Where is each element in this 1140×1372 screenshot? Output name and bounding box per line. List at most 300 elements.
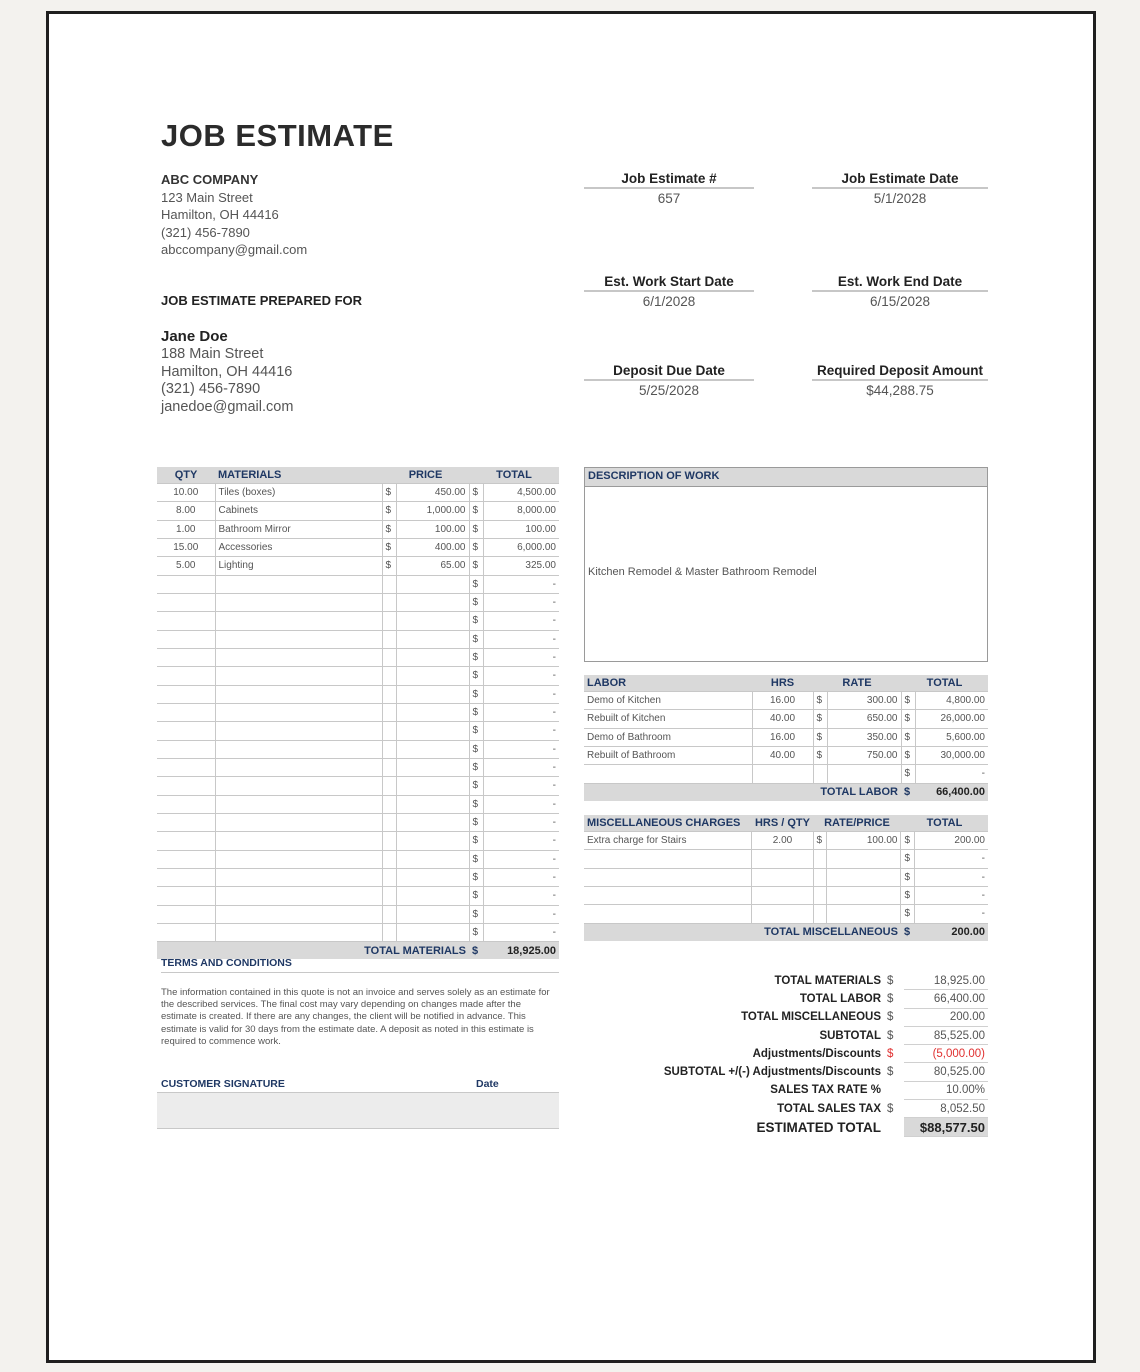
materials-total-currency: $	[469, 575, 483, 593]
misc-total-cell: -	[915, 868, 988, 886]
summary-currency: $	[887, 1066, 894, 1079]
materials-name-cell	[215, 593, 382, 611]
materials-total-cell: -	[483, 685, 559, 703]
materials-price-currency: $	[382, 502, 396, 520]
labor-rate-currency	[813, 765, 827, 783]
misc-rate-currency: $	[813, 832, 827, 850]
labor-qty-cell	[752, 765, 813, 783]
materials-price-cell: 400.00	[396, 538, 469, 556]
materials-name-cell	[215, 740, 382, 758]
misc-total-row	[584, 923, 988, 941]
summary-currency	[884, 1081, 904, 1099]
materials-price-cell	[396, 868, 469, 886]
materials-total-currency: $	[469, 923, 483, 941]
materials-price-cell	[396, 923, 469, 941]
materials-qty-cell	[157, 850, 215, 868]
misc-total-cell: 200.00	[915, 832, 988, 850]
materials-total-currency: $	[469, 722, 483, 740]
labor-total-row	[584, 783, 988, 801]
misc-table	[584, 815, 988, 941]
labor-total-currency: $	[901, 746, 915, 764]
misc-rate-currency	[813, 850, 827, 868]
labor-qty-cell: 16.00	[752, 692, 813, 710]
misc-total-currency: $	[901, 850, 915, 868]
materials-total-currency: $	[469, 612, 483, 630]
description-box	[584, 467, 988, 662]
materials-total-currency: $	[469, 557, 483, 575]
labor-row[interactable]	[584, 728, 988, 746]
materials-qty-cell	[157, 868, 215, 886]
materials-price-currency	[382, 593, 396, 611]
materials-row[interactable]	[157, 777, 559, 795]
summary-row	[649, 1045, 988, 1063]
materials-price-currency	[382, 612, 396, 630]
materials-price-currency	[382, 667, 396, 685]
materials-qty-cell: 15.00	[157, 538, 215, 556]
signature-label: CUSTOMER SIGNATURE	[161, 1078, 285, 1090]
summary-label: TOTAL LABOR	[799, 992, 881, 1005]
materials-row[interactable]	[157, 832, 559, 850]
materials-qty-cell	[157, 612, 215, 630]
misc-total-cell: -	[915, 886, 988, 904]
summary-label: TOTAL MISCELLANEOUS	[741, 1011, 881, 1024]
materials-row[interactable]	[157, 667, 559, 685]
labor-item-cell	[584, 765, 752, 783]
materials-total-cell: -	[483, 575, 559, 593]
materials-price-cell: 100.00	[396, 520, 469, 538]
misc-row[interactable]	[584, 886, 988, 904]
materials-price-currency	[382, 923, 396, 941]
materials-price-cell	[396, 850, 469, 868]
misc-row[interactable]	[584, 832, 988, 850]
materials-name-cell: Bathroom Mirror	[215, 520, 382, 538]
materials-row[interactable]	[157, 557, 559, 575]
misc-total-currency: $	[901, 905, 915, 923]
misc-row[interactable]	[584, 850, 988, 868]
materials-qty-cell	[157, 630, 215, 648]
materials-total-cell: -	[483, 832, 559, 850]
materials-row[interactable]	[157, 685, 559, 703]
materials-total-currency: $	[469, 740, 483, 758]
materials-total-cell: -	[483, 722, 559, 740]
materials-total-currency: $	[469, 795, 483, 813]
misc-total-header: TOTAL	[901, 815, 988, 832]
deposit-due-label: Deposit Due Date	[584, 363, 754, 381]
materials-row[interactable]	[157, 484, 559, 502]
materials-total-currency: $	[469, 777, 483, 795]
labor-row[interactable]	[584, 710, 988, 728]
materials-qty-cell	[157, 777, 215, 795]
summary-table	[649, 972, 988, 1137]
materials-qty-cell	[157, 703, 215, 721]
description-text: Kitchen Remodel & Master Bathroom Remodel	[588, 566, 817, 578]
materials-price-currency	[382, 722, 396, 740]
misc-item-header: MISCELLANEOUS CHARGES	[584, 815, 752, 832]
summary-label: SALES TAX RATE %	[770, 1084, 881, 1097]
materials-price-cell	[396, 740, 469, 758]
materials-row[interactable]	[157, 538, 559, 556]
materials-qty-cell: 10.00	[157, 484, 215, 502]
misc-rate-currency	[813, 905, 827, 923]
materials-total-value: 18,925.00	[483, 942, 559, 960]
labor-rate-currency: $	[813, 746, 827, 764]
summary-row	[649, 1026, 988, 1044]
materials-name-cell	[215, 850, 382, 868]
materials-row[interactable]	[157, 575, 559, 593]
materials-price-currency	[382, 703, 396, 721]
summary-value: 66,400.00	[904, 990, 988, 1008]
materials-row[interactable]	[157, 868, 559, 886]
client-email: janedoe@gmail.com	[161, 399, 294, 416]
materials-row[interactable]	[157, 905, 559, 923]
materials-total-currency: $	[469, 905, 483, 923]
terms-text: The information contained in this quote is not an invoice and serves solely as an estimate for the described services. The final cost may vary depending on changes made after the estimate is created. If there are any changes, the client will be notified in advance. This estimate is valid for 30 days from the estimate date. A deposit as noted in this estimate is required to commence work.	[161, 987, 550, 1047]
misc-header-row	[584, 815, 988, 832]
summary-currency: $	[887, 1029, 894, 1042]
materials-price-currency	[382, 648, 396, 666]
summary-row	[649, 1008, 988, 1026]
materials-qty-cell	[157, 740, 215, 758]
materials-price-cell	[396, 685, 469, 703]
summary-currency: $	[887, 1011, 894, 1024]
summary-value: 18,925.00	[904, 972, 988, 990]
summary-label: SUBTOTAL	[819, 1029, 881, 1042]
misc-total-currency: $	[901, 868, 915, 886]
materials-row[interactable]	[157, 923, 559, 941]
materials-price-cell	[396, 575, 469, 593]
labor-row[interactable]	[584, 765, 988, 783]
materials-price-currency	[382, 685, 396, 703]
materials-name-cell	[215, 832, 382, 850]
labor-total-currency: $	[901, 728, 915, 746]
materials-price-cell	[396, 832, 469, 850]
materials-price-cell: 1,000.00	[396, 502, 469, 520]
materials-price-cell	[396, 612, 469, 630]
misc-qty-cell	[752, 886, 813, 904]
misc-total-currency: $	[901, 886, 915, 904]
materials-total-cell: -	[483, 850, 559, 868]
summary-value: (5,000.00)	[904, 1045, 988, 1063]
misc-rate-cell	[827, 868, 901, 886]
materials-price-cell	[396, 813, 469, 831]
materials-table	[157, 467, 559, 959]
misc-row[interactable]	[584, 905, 988, 923]
materials-row[interactable]	[157, 520, 559, 538]
materials-name-cell	[215, 887, 382, 905]
materials-total-currency: $	[469, 593, 483, 611]
materials-qty-cell	[157, 667, 215, 685]
materials-total-cell: -	[483, 612, 559, 630]
description-header: DESCRIPTION OF WORK	[585, 468, 987, 487]
company-block	[161, 171, 307, 259]
prepared-for-label: JOB ESTIMATE PREPARED FOR	[161, 293, 363, 308]
materials-name-cell	[215, 777, 382, 795]
labor-total-cell: 30,000.00	[915, 746, 988, 764]
materials-name-header: MATERIALS	[215, 467, 382, 484]
estimate-date-value: 5/1/2028	[873, 191, 927, 206]
summary-value: 10.00%	[904, 1081, 988, 1099]
materials-price-cell	[396, 758, 469, 776]
materials-name-cell	[215, 868, 382, 886]
materials-price-cell	[396, 630, 469, 648]
labor-total-currency: $	[901, 765, 915, 783]
labor-total-cell: -	[915, 765, 988, 783]
materials-price-currency	[382, 630, 396, 648]
materials-price-currency	[382, 740, 396, 758]
materials-name-cell	[215, 575, 382, 593]
client-name: Jane Doe	[161, 328, 228, 345]
misc-total-currency: $	[901, 832, 915, 850]
materials-total-currency: $	[469, 758, 483, 776]
labor-total-currency: $	[901, 783, 915, 801]
materials-price-currency	[382, 905, 396, 923]
labor-total-cell: 5,600.00	[915, 728, 988, 746]
materials-qty-cell	[157, 813, 215, 831]
page-title: JOB ESTIMATE	[161, 118, 394, 153]
misc-rate-currency	[813, 868, 827, 886]
company-city: Hamilton, OH 44416	[161, 207, 279, 222]
labor-total-currency: $	[901, 692, 915, 710]
labor-row[interactable]	[584, 692, 988, 710]
labor-row[interactable]	[584, 746, 988, 764]
end-date-field	[812, 274, 988, 309]
materials-total-cell: 8,000.00	[483, 502, 559, 520]
materials-qty-cell: 5.00	[157, 557, 215, 575]
misc-item-cell: Extra charge for Stairs	[584, 832, 752, 850]
materials-price-currency: $	[382, 484, 396, 502]
materials-total-cell: -	[483, 905, 559, 923]
materials-price-currency	[382, 777, 396, 795]
misc-rate-header: RATE/PRICE	[813, 815, 901, 832]
labor-qty-cell: 40.00	[752, 746, 813, 764]
materials-row[interactable]	[157, 722, 559, 740]
materials-name-cell: Tiles (boxes)	[215, 484, 382, 502]
misc-rate-currency	[813, 886, 827, 904]
materials-row[interactable]	[157, 502, 559, 520]
materials-total-cell: 100.00	[483, 520, 559, 538]
materials-total-currency: $	[469, 868, 483, 886]
materials-name-cell	[215, 612, 382, 630]
signature-header	[161, 1078, 559, 1090]
materials-price-currency	[382, 832, 396, 850]
labor-hrs-header: HRS	[752, 675, 813, 692]
client-street: 188 Main Street	[161, 345, 264, 362]
summary-row	[649, 972, 988, 990]
materials-total-currency: $	[469, 887, 483, 905]
materials-price-currency	[382, 887, 396, 905]
summary-row	[649, 1063, 988, 1081]
materials-row[interactable]	[157, 612, 559, 630]
materials-total-currency: $	[469, 648, 483, 666]
materials-total-cell: -	[483, 887, 559, 905]
start-date-label: Est. Work Start Date	[584, 274, 754, 292]
materials-price-cell: 450.00	[396, 484, 469, 502]
materials-name-cell	[215, 813, 382, 831]
labor-rate-currency: $	[813, 710, 827, 728]
materials-name-cell	[215, 667, 382, 685]
misc-rate-cell	[827, 905, 901, 923]
materials-qty-cell	[157, 648, 215, 666]
materials-qty-cell: 8.00	[157, 502, 215, 520]
materials-price-cell	[396, 722, 469, 740]
materials-price-cell	[396, 667, 469, 685]
materials-price-currency: $	[382, 557, 396, 575]
materials-price-header: PRICE	[382, 467, 469, 484]
materials-row[interactable]	[157, 740, 559, 758]
summary-value: 200.00	[904, 1008, 988, 1026]
labor-qty-cell: 16.00	[752, 728, 813, 746]
terms-header: TERMS AND CONDITIONS	[161, 957, 559, 973]
materials-row[interactable]	[157, 758, 559, 776]
materials-total-currency: $	[469, 667, 483, 685]
materials-row[interactable]	[157, 795, 559, 813]
summary-currency: $	[887, 1102, 894, 1115]
materials-price-cell	[396, 703, 469, 721]
materials-total-header: TOTAL	[469, 467, 559, 484]
materials-price-currency	[382, 813, 396, 831]
materials-name-cell	[215, 795, 382, 813]
materials-qty-cell	[157, 905, 215, 923]
misc-qty-cell	[752, 905, 813, 923]
materials-price-cell	[396, 905, 469, 923]
materials-row[interactable]	[157, 850, 559, 868]
materials-total-cell: -	[483, 795, 559, 813]
summary-currency	[884, 1118, 904, 1136]
summary-value: $88,577.50	[904, 1118, 988, 1136]
summary-label: TOTAL MATERIALS	[774, 974, 881, 987]
materials-name-cell	[215, 648, 382, 666]
materials-total-cell: -	[483, 630, 559, 648]
summary-value: 8,052.50	[904, 1100, 988, 1118]
materials-total-cell: -	[483, 923, 559, 941]
end-date-value: 6/15/2028	[869, 294, 931, 309]
misc-item-cell	[584, 850, 752, 868]
company-street: 123 Main Street	[161, 189, 253, 205]
materials-price-cell	[396, 648, 469, 666]
materials-total-cell: -	[483, 648, 559, 666]
materials-total-cell: -	[483, 593, 559, 611]
materials-qty-cell	[157, 795, 215, 813]
materials-price-cell	[396, 795, 469, 813]
materials-row[interactable]	[157, 630, 559, 648]
summary-label: ESTIMATED TOTAL	[756, 1119, 881, 1135]
description-body[interactable]	[585, 487, 987, 661]
labor-total-cell: 4,800.00	[915, 692, 988, 710]
materials-total-cell: -	[483, 703, 559, 721]
materials-total-currency: $	[469, 484, 483, 502]
summary-label: Adjustments/Discounts	[752, 1047, 881, 1060]
misc-item-cell	[584, 868, 752, 886]
misc-row[interactable]	[584, 868, 988, 886]
start-date-value: 6/1/2028	[642, 294, 696, 309]
labor-rate-cell: 350.00	[827, 728, 901, 746]
deposit-amount-value: $44,288.75	[866, 383, 934, 398]
materials-total-currency: $	[469, 942, 483, 960]
materials-qty-cell: 1.00	[157, 520, 215, 538]
summary-row	[649, 1100, 988, 1118]
misc-total-cell: -	[915, 850, 988, 868]
misc-qty-header: HRS / QTY	[752, 815, 813, 832]
materials-row[interactable]	[157, 593, 559, 611]
materials-header-row	[157, 467, 559, 484]
materials-price-currency	[382, 795, 396, 813]
materials-total-cell: -	[483, 813, 559, 831]
materials-qty-cell	[157, 832, 215, 850]
materials-total-cell: -	[483, 777, 559, 795]
materials-row[interactable]	[157, 887, 559, 905]
summary-currency: $	[887, 992, 894, 1005]
materials-price-currency: $	[382, 520, 396, 538]
materials-qty-cell	[157, 575, 215, 593]
estimate-number-label: Job Estimate #	[584, 171, 754, 189]
materials-total-currency: $	[469, 630, 483, 648]
signature-field[interactable]	[157, 1092, 559, 1129]
company-name: ABC COMPANY	[161, 172, 259, 187]
materials-row[interactable]	[157, 813, 559, 831]
misc-item-cell	[584, 886, 752, 904]
materials-name-cell	[215, 722, 382, 740]
materials-price-currency	[382, 758, 396, 776]
client-block	[161, 328, 293, 417]
materials-row[interactable]	[157, 703, 559, 721]
materials-qty-cell	[157, 887, 215, 905]
labor-total-header: TOTAL	[901, 675, 988, 692]
estimate-date-field	[812, 171, 988, 206]
summary-value: 85,525.00	[904, 1026, 988, 1044]
materials-price-currency	[382, 575, 396, 593]
labor-rate-currency: $	[813, 728, 827, 746]
labor-rate-cell: 300.00	[827, 692, 901, 710]
materials-price-cell	[396, 593, 469, 611]
materials-name-cell: Cabinets	[215, 502, 382, 520]
summary-label: SUBTOTAL +/(-) Adjustments/Discounts	[663, 1066, 881, 1079]
materials-qty-cell	[157, 722, 215, 740]
summary-currency: $	[887, 1047, 894, 1060]
client-phone: (321) 456-7890	[161, 381, 261, 398]
materials-name-cell	[215, 923, 382, 941]
labor-header-row	[584, 675, 988, 692]
company-phone: (321) 456-7890	[161, 224, 250, 240]
materials-name-cell: Accessories	[215, 538, 382, 556]
misc-rate-cell	[827, 886, 901, 904]
labor-item-header: LABOR	[584, 675, 752, 692]
materials-total-cell: 4,500.00	[483, 484, 559, 502]
summary-label: TOTAL SALES TAX	[777, 1102, 881, 1115]
materials-price-cell: 65.00	[396, 557, 469, 575]
labor-rate-cell	[827, 765, 901, 783]
deposit-amount-field	[812, 363, 988, 398]
materials-price-currency	[382, 868, 396, 886]
labor-qty-cell: 40.00	[752, 710, 813, 728]
estimate-date-label: Job Estimate Date	[812, 171, 988, 189]
materials-total-currency: $	[469, 502, 483, 520]
materials-total-currency: $	[469, 685, 483, 703]
labor-rate-cell: 650.00	[827, 710, 901, 728]
materials-total-cell: -	[483, 740, 559, 758]
materials-name-cell	[215, 685, 382, 703]
labor-total-currency: $	[901, 710, 915, 728]
labor-item-cell: Demo of Kitchen	[584, 692, 752, 710]
misc-total-value: 200.00	[915, 923, 988, 941]
misc-item-cell	[584, 905, 752, 923]
start-date-field	[584, 274, 754, 309]
misc-qty-cell: 2.00	[752, 832, 813, 850]
materials-total-cell: 6,000.00	[483, 538, 559, 556]
materials-name-cell: Lighting	[215, 557, 382, 575]
estimate-number-value: 657	[657, 191, 681, 206]
materials-total-currency: $	[469, 520, 483, 538]
materials-row[interactable]	[157, 648, 559, 666]
